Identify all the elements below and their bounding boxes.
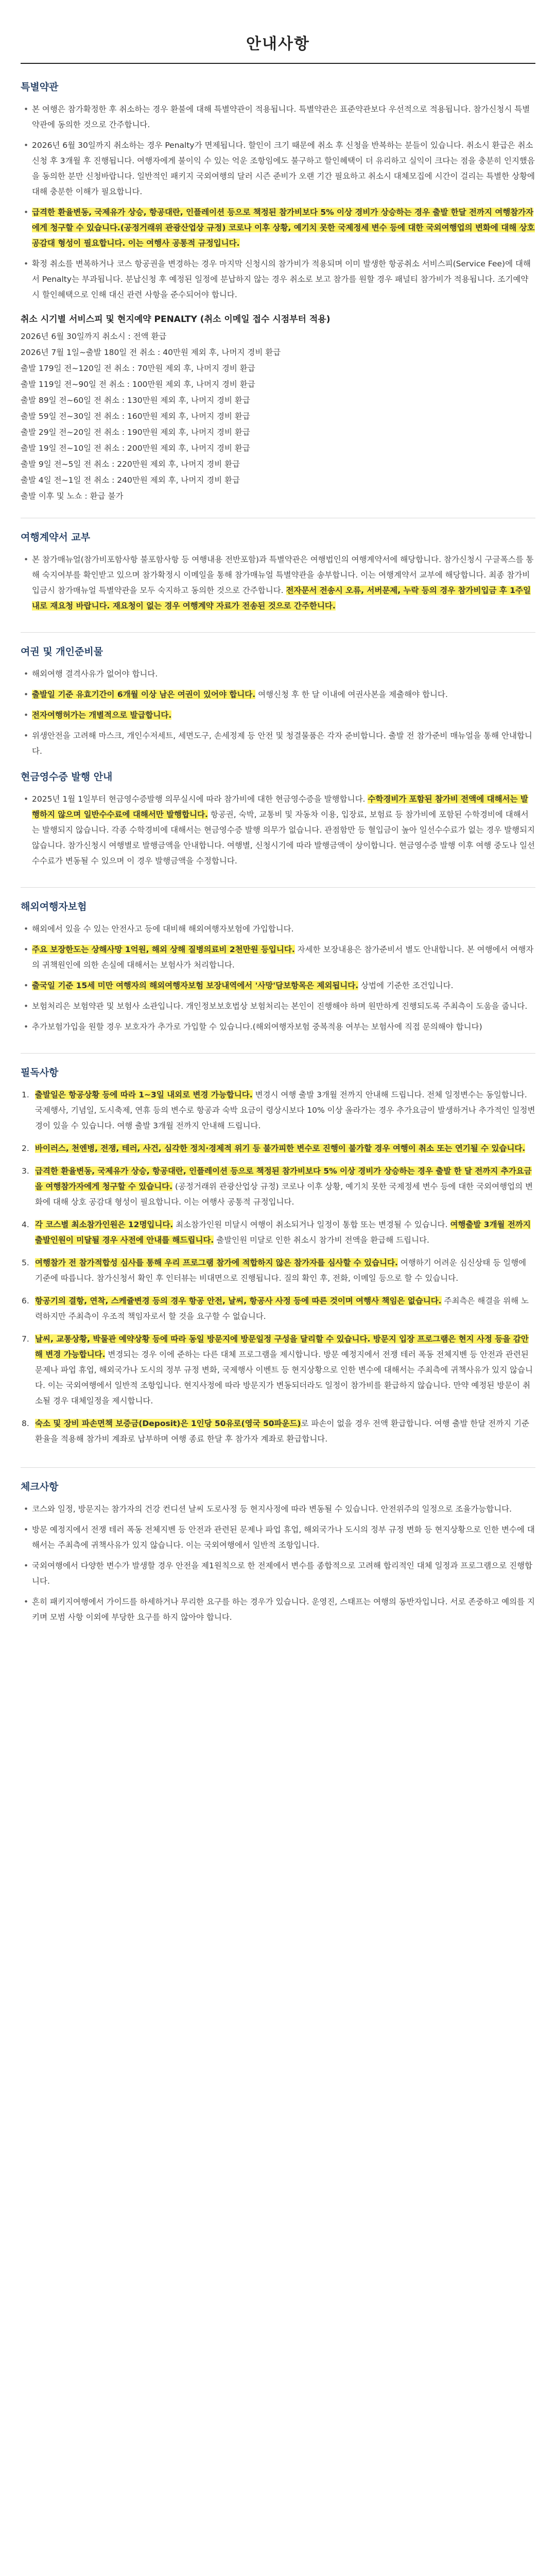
highlight-text: 여행출발 3개월 전까지 출발인원이 미달될 경우 사전에 안내를 해드립니다.	[35, 1220, 531, 1245]
body-text: 변경시 여행 출발 3개월 전까지 안내해 드립니다. 전체 일정변수는 동일합니다. 국제행사, 기념일, 도시축제, 연휴 등의 변수로 항공과 숙박 요금이 령상시보다 10% 이상 올라가는 경우 추가요금이 발생하거나 추가적인 일정변경이 있을 수 있습니다. 여행 출발 3개월 전까지 안내해 드립니다.	[35, 1090, 535, 1130]
body-text: 방문 예정지에서 전쟁 테러 폭동 전체지벤 등 안전과 관련된 문제나 파업 휴업, 해외국가나 도시의 정부 규정 변화 등 현지상황으로 인한 변수에 대해서는 주최측에 귀책사유가 있지 않습니다. 이는 국외여행에서 일반적 조항입니다.	[32, 1525, 535, 1550]
highlight-text: 출발일은 항공상황 등에 따라 1~3일 내외로 변경 가능합니다.	[35, 1090, 253, 1099]
item-number: 5.	[22, 1258, 29, 1267]
body-text: 위생안전을 고려해 마스크, 개인수저세트, 세면도구, 손세정제 등 안전 및 청결물품은 각자 준비합니다. 출발 전 참가준비 매뉴얼을 통해 안내합니다.	[32, 731, 532, 756]
penalty-row: 출발 9일 전~5일 전 취소 : 220만원 제외 후, 나머지 경비 환급	[21, 460, 240, 469]
body-text: 코스와 일정, 방문지는 참가자의 건강 컨디션 날씨 도로사정 등 현지사정에 따라 변동될 수 있습니다. 안전위주의 일정으로 조율가능합니다.	[32, 1504, 512, 1514]
list-item	[32, 942, 535, 973]
list-item	[22, 1416, 535, 1447]
list-item	[32, 205, 535, 251]
list-item	[32, 666, 535, 682]
item-number: 3.	[22, 1166, 29, 1176]
highlight-text: 수학경비가 포함된 참가비 전액에 대해서는 발행하지 않으며 일반수수료에 대해서만 발행합니다.	[32, 794, 528, 819]
body-text: 2025년 1월 1일부터 현금영수증발행 의무실시에 따라 참가비에 대한 현금영수증을 발행합니다.	[32, 794, 368, 804]
list-item	[32, 1019, 535, 1035]
highlight-text: 여행참가 전 참가적합성 심사를 통해 우리 프로그램 참가에 적합하지 않은 참가자를 심사할 수 있습니다.	[35, 1258, 398, 1267]
highlight-text: 바이러스, 천엔병, 전쟁, 테러, 사건, 심각한 정치·경제적 위기 등 불가피한 변수로 진행이 불가할 경우 여행이 취소 또는 연기될 수 있습니다.	[35, 1144, 526, 1153]
body-text: 보험처리은 보험약관 및 보험사 소관입니다. 개인정보보호법상 보험처리는 본인이 진행해야 하며 원만하게 진행되도록 주최측이 도움을 줍니다.	[32, 1002, 528, 1011]
penalty-row: 출발 59일 전~30일 전 취소 : 160만원 제외 후, 나머지 경비 환급	[21, 412, 250, 421]
list-item	[22, 1293, 535, 1324]
body-text: 항공권, 숙박, 교통비 및 자동차 이용, 입장료, 보험료 등 참가비에 포함된 수학경비에 대해서는 발행되지 않습니다. 각종 수학경비에 대해서는 현금영수증 발행 의무가 없습니다. 관점함만 등 혈입금이 높아 일선수수료가 없는 경우 발행되지 않습니다. 참가신청시 여행별로 발행금액을 안내합니다. 여행별, 신청시기에 따라 발행금액이 상이합니다. 현금영수증 발행 이후 여행 중도나 일선수수료가 변동될 수 있으며 이 경우 발행금액을 수정합니다.	[32, 810, 535, 866]
body-text: 국외여행에서 다양한 변수가 발생할 경우 안전을 제1원칙으로 한 전제에서 변수를 종합적으로 고려해 합리적인 대체 일정과 프로그램으로 진행합니다.	[32, 1561, 533, 1586]
highlight-text: 전자문서 전송시 오류, 서버문제, 누락 등의 경우 참가비입금 후 1주일 내로 재요청 바랍니다. 재요청이 없는 경우 여행계약 자료가 전송된 것으로 간주한니다.	[32, 586, 531, 611]
highlight-text: 날씨, 교통상황, 박물관 예약상황 등에 따라 동일 방문지에 방문일정 구성을 달리할 수 있습니다. 방문지 입장 프로그램은 현지 사정 등을 감안해 변경 가능합니다.	[35, 1334, 529, 1359]
item-number: 2.	[22, 1144, 29, 1153]
body-text: 주최측은 해결을 위해 노력하지만 주최측이 우조적 책임자로서 할 것을 요구할 수 없습니다.	[35, 1296, 529, 1321]
highlight-text: 급격한 환율변동, 국제유가 상승, 항공대란, 인플레이션 등으로	[32, 208, 253, 217]
body-text: 2026년 6월 30일까지 취소하는 경우 Penalty가 면제됩니다. 할인이 크기 때문에 취소 후 신청을 반복하는 분들이 있습니다. 취소시 환급은 취소신청 후 3개월 후 진행됩니다. 여행자에게 불이익 수 있는 억운 조항임에도 불구하고 할인혜택이 더 유리하고 실익이 크다는 점을 충분히 인지했음을 동의한 분만 신청바랍니다. 일반적인 패키지 국외여행의 달러 시즌 준비가 오랜 기간 필요하고 취소시 대체모집에 시간이 걸리는 특별한 상황에 대해 충분한 이해가 필요합니다.	[32, 141, 535, 196]
list-item	[32, 921, 535, 937]
section-title-checklist: 체크사항	[21, 1481, 59, 1493]
section-checklist	[21, 1467, 535, 1643]
section-insurance	[21, 887, 535, 1053]
item-number: 6.	[22, 1296, 29, 1306]
list-item	[32, 1522, 535, 1553]
penalty-row: 출발 119일 전~90일 전 취소 : 100만원 제외 후, 나머지 경비 환급	[21, 380, 255, 389]
highlight-text: 주요 보장한도는 상해사망 1억원, 해외 상해 질병의료비 2천만원 등입니다.	[32, 945, 295, 954]
list-item	[32, 728, 535, 759]
list-item	[32, 978, 535, 993]
section-special-terms	[21, 79, 535, 518]
highlight-text: 숙소 및 장비 파손면책 보증금(Deposit)은 1인당 50유로(영국 50파운드)	[35, 1419, 301, 1428]
page-title: 안내사항	[21, 0, 535, 64]
list-item	[32, 101, 535, 132]
body-text: 최소참가인원 미달시 여행이 취소되거나 일정이 통합 또는 변경될 수 있습니다.	[173, 1220, 450, 1229]
highlight-text: 책정된 참가비보다 5% 이상 경비가 상승하는 경우 출발 한달 전까지 여행참가자에게 청구할 수 있습니다.	[32, 208, 534, 232]
body-text: 해외에서 있을 수 있는 안전사고 등에 대비해 해외여행자보험에 가입합니다.	[32, 924, 294, 934]
list-item	[32, 998, 535, 1014]
section-title-receipt: 현금영수증 발행 안내	[21, 771, 113, 783]
list-item	[22, 1087, 535, 1133]
highlight-text: 출발일 기준 유효기간이 6개월 이상 남은 여권이 있어야 합니다.	[32, 690, 256, 699]
body-text: 확정 취소를 변복하거나 코스 항공권을 변경하는 경우 마지막 신청시의 참가비가 적용되며 이미 발생한 항공취소 서비스피(Service Fee)에 대해서 Penalty는 부과됩니다. 분납신청 후 예정된 일정에 분납하지 않는 경우 취소로 보고 참가를 원할 경우 패널티 참가비가 적용됩니다. 조기예약시 할인혜택으로 인해 대신 관련 사항을 준수되어야 합니다.	[32, 259, 531, 299]
list-item	[32, 256, 535, 302]
highlight-text: 전자여행허가는 개별적으로 발급합니다.	[32, 710, 172, 720]
passport-list	[21, 666, 535, 759]
section-title-insurance: 해외여행자보험	[21, 901, 87, 912]
list-item	[32, 707, 535, 723]
penalty-row: 2026년 6월 30일까지 취소시 : 전액 환급	[21, 332, 167, 341]
checklist-list	[21, 1501, 535, 1625]
penalty-row: 출발 179일 전~120일 전 취소 : 70만원 제외 후, 나머지 경비 환급	[21, 364, 255, 373]
body-text: 추가보험가입을 원할 경우 보호자가 추가로 가입할 수 있습니다.(해외여행자보험 중복적용 여부는 보험사에 직접 문의해야 합니다)	[32, 1022, 482, 1031]
receipt-list	[21, 791, 535, 869]
special-list	[21, 101, 535, 302]
section-passport	[21, 632, 535, 887]
highlight-text: 책정된 참가비보다 5% 이상 경비가 상승하는 경우 출발 한 달 전까지 추가요금을 여행참가자에게 청구할 수 있습니다.	[35, 1166, 532, 1191]
list-item	[22, 1331, 535, 1409]
body-text: (공정거래위 관광산업상 규정) 코로나 이후 상황, 예기치 못한 국제정세 변수 등에 대한 국외여행업의 변화에 대해 상호 공감대 형성이 필요합니다. 이는 여행사 공통적 규정입니다.	[35, 1182, 533, 1207]
body-text: 상법에 기준한 조건입니다.	[358, 981, 454, 990]
section-title-special: 특별약관	[21, 81, 59, 93]
contract-list	[21, 552, 535, 614]
list-item	[32, 138, 535, 199]
penalty-title: 취소 시기별 서비스피 및 현지예약 PENALTY (취소 이메일 접수 시점부터 적용)	[21, 314, 331, 325]
list-item	[32, 1501, 535, 1517]
body-text: 본 여행은 참가확정한 후 취소하는 경우 환불에 대해 특별약관이 적용됩니다. 특별약관은 표준약관보다 우선적으로 적용됩니다. 참가신청시 특별약관에 동의한 것으로 간주합니다.	[32, 105, 530, 129]
section-title-notes: 필독사항	[21, 1067, 59, 1078]
highlight-text: 출국일 기준 15세 미만 여행자의 해외여행자보험 보장내역에서 '사망'담보항목은 제외됩니다.	[32, 981, 359, 990]
list-item	[32, 1594, 535, 1625]
highlight-text: 각 코스별 최소참가인원은 12명입니다.	[35, 1220, 173, 1229]
item-number: 4.	[22, 1220, 29, 1229]
penalty-row: 출발 19일 전~10일 전 취소 : 200만원 제외 후, 나머지 경비 환급	[21, 444, 250, 453]
list-item	[22, 1255, 535, 1286]
body-text: 여행신청 후 한 달 이내에 여권사본을 제출해야 합니다.	[255, 690, 448, 699]
body-text: 자세한 보장내용은 참가준비서 별도 안내합니다. 본 여행에서 여행자의 귀책원인에 의한 손실에 대해서는 보험사가 처리합니다.	[32, 945, 534, 970]
list-item	[32, 552, 535, 614]
highlight-text: 급격한 환율변동, 국제유가 상승, 항공대란, 인플레이션 등으로	[35, 1166, 256, 1176]
body-text: 로 파손이 없을 경우 전액 환급합니다. 여행 출발 한달 전까지 기준환율을 적용해 참가비 계좌로 납부하며 여행 종료 한달 후 참가자 계좌로 환급합니다.	[35, 1419, 530, 1444]
notes-list	[21, 1087, 535, 1447]
section-notes	[21, 1053, 535, 1467]
highlight-text: 항공기의 결항, 연착, 스케쥴변경 등의 경우 항공 안전, 날씨, 항공사 사정 등에 따른 것이며 여행사 책임은 없습니다.	[35, 1296, 442, 1306]
section-title-contract: 여행계약서 교부	[21, 532, 91, 543]
list-item	[22, 1163, 535, 1210]
penalty-row: 출발 29일 전~20일 전 취소 : 190만원 제외 후, 나머지 경비 환급	[21, 428, 250, 437]
list-item	[32, 791, 535, 869]
penalty-row: 출발 이후 및 노쇼 : 환급 불가	[21, 492, 124, 501]
penalty-rows	[21, 329, 535, 504]
list-item	[32, 687, 535, 702]
body-text: 변경되는 경우 이에 준하는 다른 대체 프로그램을 제시합니다. 방문 예정지에서 전쟁 테러 폭동 전체지벤 등 안전과 관련된 문제나 파업 휴업, 해외국가나 도시의 정부 규정 변화, 국제행사 이벤트 등 현지상황으로 인한 변수에 대해서는 주최측에 귀책사유가 있지 않습니다. 이는 국외여행에서 일반적 조항입니다. 현지사정에 따라 방문지가 변동되더라도 일정이 참가비를 환급하지 않습니다. 만약 예정된 방문이 취소될 경우 대체일정을 제시합니다.	[35, 1350, 533, 1405]
item-number: 7.	[22, 1334, 29, 1344]
body-text: 본 참가매뉴얼(참가비포함사항 불포함사항 등 여행내용 전반포함)과 특별약관은 여행법인의 여행계약서에 해당합니다. 참가신청시 구글폭스를 통해 숙지여부를 확인받고 있으며 참가확정시 이메일을 통해 참가매뉴얼 특별약관을 송부합니다. 이는 여행계약서 교부에 해당합니다. 최종 참가비입금시 참가매뉴얼 특별약관을 모두 숙지하고 동의한 것으로 간주합니다.	[32, 555, 534, 595]
body-text: 출발인원 미달로 인한 취소시 참가비 전액을 환급해 드립니다.	[214, 1235, 429, 1245]
body-text: 여행하기 어려운 심신상태 등 일행에 기준에 따릅니다. 참가신청서 확인 후 인터뷰는 비대면으로 진행됩니다. 질의 확인 후, 전화, 이메일 등으로 할 수 있습니다.	[35, 1258, 527, 1283]
item-number: 1.	[22, 1090, 29, 1099]
list-item	[32, 1558, 535, 1589]
list-item	[22, 1217, 535, 1248]
item-number: 8.	[22, 1419, 29, 1428]
body-text: 흔히 패키지여행에서 가이드를 하세하거나 무리한 요구를 하는 경우가 있습니다. 운영진, 스태프는 여행의 동반자입니다. 서로 존중하고 예의를 지키며 모범 사항 이외에 부당한 요구를 하지 않아야 합니다.	[32, 1597, 535, 1622]
section-contract	[21, 518, 535, 632]
body-text: 해외여행 결격사유가 없어야 합니다.	[32, 669, 158, 679]
section-title-passport: 여권 및 개인준비물	[21, 646, 103, 657]
highlight-text: (공정거래위 관광산업상 규정) 코로나 이후 상황, 예기치 못한 국제정세 변수 등에 대한 국외여행업의 변화에 대해 상호 공감대 형성이 필요합니다. 이는 여행사 공통적 규정입니다.	[32, 223, 535, 248]
penalty-row: 출발 4일 전~1일 전 취소 : 240만원 제외 후, 나머지 경비 환급	[21, 476, 240, 485]
penalty-row: 2026년 7월 1일~출발 180일 전 취소 : 40만원 제외 후, 나머지 경비 환급	[21, 348, 281, 357]
list-item	[22, 1141, 535, 1156]
insurance-list	[21, 921, 535, 1035]
penalty-row: 출발 89일 전~60일 전 취소 : 130만원 제외 후, 나머지 경비 환급	[21, 396, 250, 405]
